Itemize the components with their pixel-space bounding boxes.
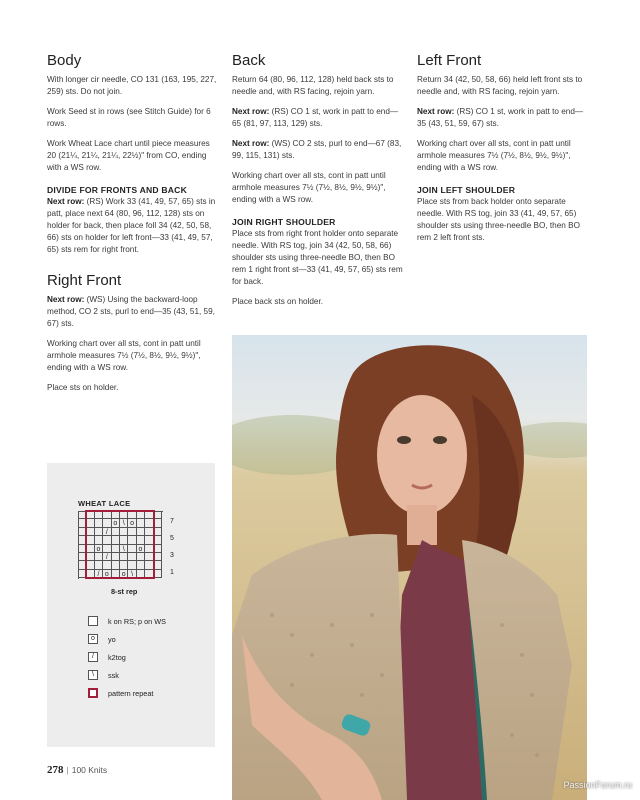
join-left-shoulder-text: Place sts from back holder onto separate needle. With RS tog, join 33 (41, 49, 57, 65) shoulder sts using three-needle BO, then BO rem 2 left front sts. <box>417 197 580 242</box>
chart-cell <box>154 561 162 569</box>
chart-cell: o <box>137 545 145 553</box>
right-front-text: (WS) Using the backward-loop method, CO 2 sts, purl to end—35 (43, 51, 59, 67) sts. <box>47 295 215 328</box>
chart-cell <box>154 519 162 527</box>
right-front-heading: Right Front <box>47 272 122 289</box>
k2tog-symbol-icon: / <box>88 652 98 662</box>
model-photo <box>232 335 587 800</box>
chart-cell <box>154 528 162 536</box>
chart-cell <box>154 570 162 578</box>
chart-cell <box>154 536 162 544</box>
left-front-row-1-text: (RS) CO 1 st, work in patt to end—35 (43, 51, 59, 67) sts. <box>417 107 584 128</box>
back-para-4: Working chart over all sts, cont in patt until armhole measures 7½ (7½, 8½, 9½, 9½)", ending with a WS row. <box>232 171 386 204</box>
legend-label: k on RS; p on WS <box>108 617 166 626</box>
chart-cell <box>154 545 162 553</box>
join-right-shoulder-heading: JOIN RIGHT SHOULDER <box>232 217 336 227</box>
column-middle <box>232 52 404 316</box>
back-row-1 <box>232 106 404 130</box>
left-front-heading: Left Front <box>417 52 482 69</box>
left-front-row-1 <box>417 106 589 130</box>
left-front-para-3: Working chart over all sts, cont in patt until armhole measures 7½ (7½, 8½, 9½, 9½)", ending with a WS row. <box>417 139 571 172</box>
legend-label: yo <box>108 635 116 644</box>
watermark: PassionForum.ru <box>563 780 632 790</box>
right-front-instruction <box>47 294 219 330</box>
join-left-shoulder-heading: JOIN LEFT SHOULDER <box>417 185 516 195</box>
legend-label: ssk <box>108 671 119 680</box>
back-heading: Back <box>232 52 266 69</box>
chart-row-number: 5 <box>170 535 174 543</box>
book-title: 100 Knits <box>71 765 108 775</box>
page-number: 278 <box>47 764 64 776</box>
right-front-para-2: Working chart over all sts, cont in patt until armhole measures 7½ (7½, 8½, 9½, 9½)", ending with a WS row. <box>47 339 201 372</box>
body-para-3: Work Wheat Lace chart until piece measures 20 (21¼, 21¼, 21¼, 22½)" from CO, ending with a WS row. <box>47 139 210 172</box>
chart-cell: o <box>95 545 103 553</box>
divide-instruction <box>47 196 219 256</box>
right-front-para-3: Place sts on holder. <box>47 383 119 392</box>
yarn-over-symbol-icon: o <box>88 634 98 644</box>
chart-cell <box>154 553 162 561</box>
back-para-1: Return 64 (80, 96, 112, 128) held back sts to needle and, with RS facing, rejoin yarn. <box>232 75 394 96</box>
chart-row-number: 1 <box>170 568 174 576</box>
left-front-para-1: Return 34 (42, 50, 58, 66) held left front sts to needle and, with RS facing, rejoin yarn. <box>417 75 583 96</box>
divide-text: (RS) Work 33 (41, 49, 57, 65) sts in patt, place next 64 (80, 96, 112, 128) sts on holder for back, then place foll 34 (42, 50, 58, 66) sts on holder for left front—33 (41, 49, 57, 65) sts rem for right front. <box>47 197 216 254</box>
chart-cell: o <box>103 570 111 578</box>
chart-row-number: 3 <box>170 552 174 559</box>
body-para-1: With longer cir needle, CO 131 (163, 195, 227, 259) sts. Do not join. <box>47 75 217 96</box>
chart-cell: o <box>112 519 120 527</box>
model-illustration <box>232 335 587 800</box>
chart-panel <box>47 463 215 747</box>
chart-cell: / <box>95 570 103 578</box>
chart-cell: \ <box>120 545 128 553</box>
next-row-label: Next row: <box>47 197 85 206</box>
chart-cell: o <box>128 519 136 527</box>
back-row-1-text: (RS) CO 1 st, work in patt to end—65 (81, 97, 113, 129) sts. <box>232 107 399 128</box>
knit-symbol-icon <box>88 616 98 626</box>
back-row-2-text: (WS) CO 2 sts, purl to end—67 (83, 99, 115, 131) sts. <box>232 139 402 160</box>
column-right <box>417 52 589 252</box>
back-row-2 <box>232 138 404 162</box>
next-row-label: Next row: <box>232 139 270 148</box>
legend-label: k2tog <box>108 653 126 662</box>
ssk-symbol-icon: \ <box>88 670 98 680</box>
chart-cell <box>154 511 162 519</box>
next-row-label: Next row: <box>417 107 455 116</box>
footer-separator: | <box>66 765 69 775</box>
divide-heading: DIVIDE FOR FRONTS AND BACK <box>47 185 187 195</box>
repeat-label: 8-st rep <box>111 587 138 596</box>
back-para-6: Place back sts on holder. <box>232 297 324 306</box>
chart-cell: / <box>103 553 111 561</box>
chart-cell: / <box>103 528 111 536</box>
join-right-shoulder-text: Place sts from right front holder onto separate needle. With RS tog, join 34 (42, 50, 58, 66) shoulder sts using three-needle BO, then BO rem 1 right front st—33 (41, 49, 57, 65) sts rem for back. <box>232 229 403 286</box>
legend-label: pattern repeat <box>108 689 154 698</box>
column-left <box>47 52 219 402</box>
chart-cell: o <box>120 570 128 578</box>
pattern-repeat-symbol-icon <box>88 688 98 698</box>
body-para-2: Work Seed st in rows (see Stitch Guide) for 6 rows. <box>47 107 211 128</box>
next-row-label: Next row: <box>232 107 270 116</box>
chart-cell: \ <box>128 570 136 578</box>
chart-row-number: 7 <box>170 518 174 526</box>
next-row-label: Next row: <box>47 295 85 304</box>
chart-cell: \ <box>120 519 128 527</box>
body-heading: Body <box>47 52 82 69</box>
chart-title: WHEAT LACE <box>78 499 131 508</box>
pattern-repeat-box <box>85 510 154 579</box>
page-footer <box>47 764 107 776</box>
